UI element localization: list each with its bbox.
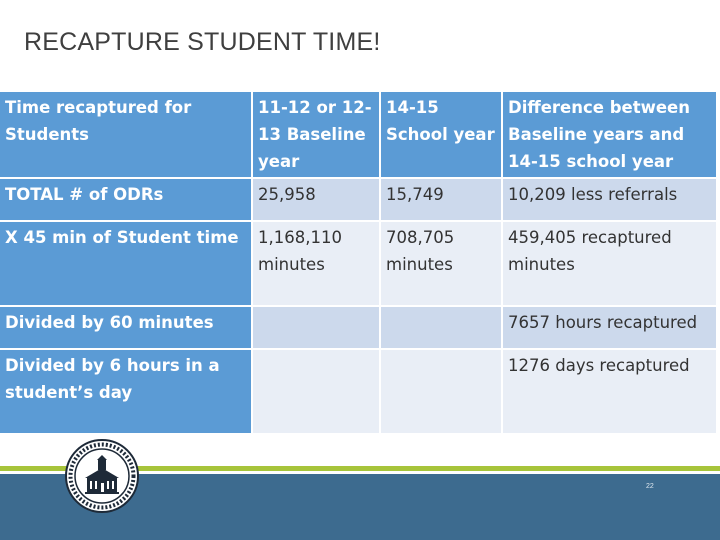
- page-number: 22: [646, 483, 654, 490]
- state-department-seal-icon: [64, 438, 140, 514]
- slide-title: RECAPTURE STUDENT TIME!: [24, 28, 381, 56]
- row-label-x45-min: X 45 min of Student time: [0, 221, 252, 306]
- header-cell-baseline-year: 11-12 or 12-13 Baseline year: [252, 92, 380, 178]
- table-header-row: [0, 92, 717, 178]
- table-cell: 1,168,110 minutes: [252, 221, 380, 306]
- table-cell: 25,958: [252, 178, 380, 221]
- table-cell: 1276 days recaptured: [502, 349, 717, 434]
- table-cell: 708,705 minutes: [380, 221, 502, 306]
- table-cell: [252, 306, 380, 349]
- table-cell: 7657 hours recaptured: [502, 306, 717, 349]
- table-row: [0, 306, 717, 349]
- table-row: [0, 178, 717, 221]
- recapture-table: [0, 92, 718, 435]
- header-cell-difference: Difference between Baseline years and 14-15 school year: [502, 92, 717, 178]
- table-cell: [380, 306, 502, 349]
- table-cell: [380, 349, 502, 434]
- header-cell-time-recaptured: Time recaptured for Students: [0, 92, 252, 178]
- table-row: [0, 221, 717, 306]
- row-label-divided-60: Divided by 60 minutes: [0, 306, 252, 349]
- row-label-total-odrs: TOTAL # of ODRs: [0, 178, 252, 221]
- table-cell: [252, 349, 380, 434]
- table-cell: 15,749: [380, 178, 502, 221]
- row-label-divided-6-hours: Divided by 6 hours in a student’s day: [0, 349, 252, 434]
- table-cell: 10,209 less referrals: [502, 178, 717, 221]
- header-cell-school-year: 14-15 School year: [380, 92, 502, 178]
- table-row: [0, 349, 717, 434]
- table-cell: 459,405 recaptured minutes: [502, 221, 717, 306]
